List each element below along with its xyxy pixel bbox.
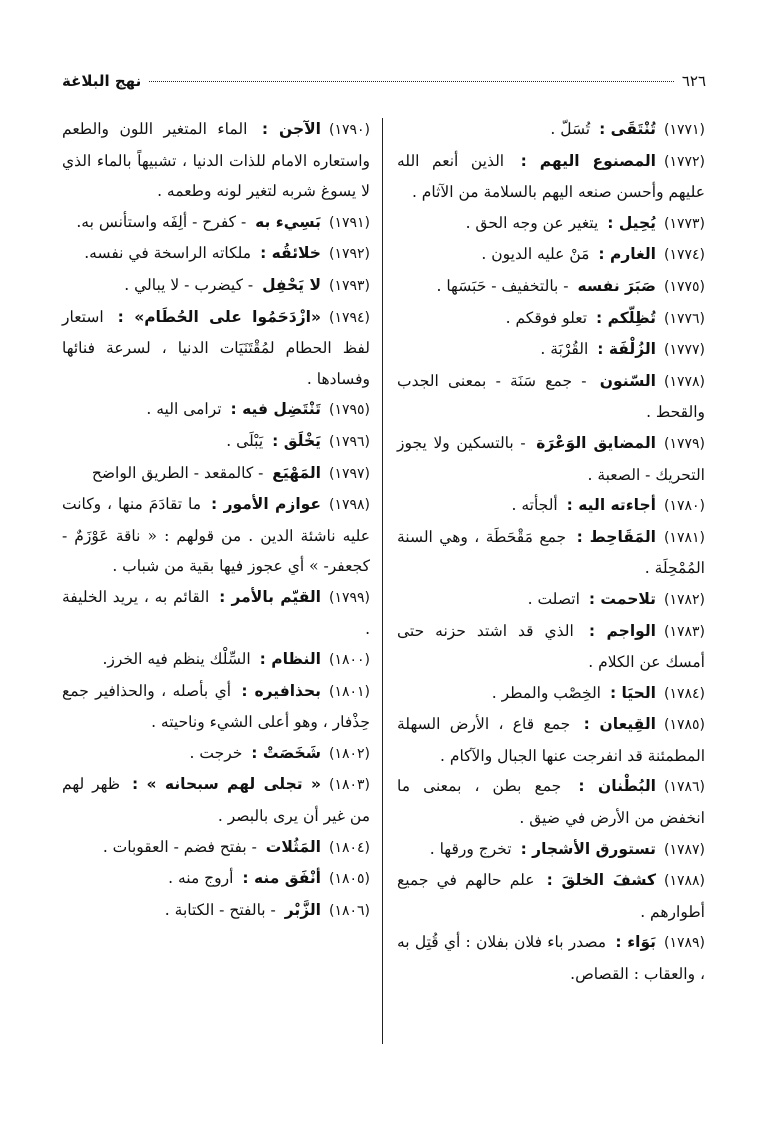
entry-number: (١٨٠٤) (328, 839, 370, 856)
entry-definition: ما تقادَمَ منها ، وكانت عليه ناشئة الدين . من قولهم : « ناقة عَوْزَمٌ - كجعفر- » أي عجوز فيها بقية من شباب . (62, 495, 370, 576)
glossary-entry (397, 522, 705, 584)
glossary-entry (62, 207, 370, 239)
entry-number: (١٧٧٤) (663, 247, 705, 264)
entry-headword: المَهْيَع (272, 463, 321, 482)
glossary-entry (62, 644, 370, 676)
glossary-entry (397, 334, 705, 366)
entry-headword: القيّم بالأمر : (219, 587, 321, 606)
glossary-entry (62, 489, 370, 582)
entry-definition: تُسَلّ . (550, 120, 591, 138)
entry-number: (١٧٩٠) (328, 122, 370, 138)
entry-definition: ملكاته الراسخة في نفسه. (84, 244, 252, 263)
entry-definition: الماء المتغير اللون والطعم واستعاره الامام للذات الدنيا ، تشبيهاً بالماء الذي لا يسوغ شربه لتغير لونه وطعمه . (62, 120, 370, 201)
entry-headword: بَسِيء به (255, 212, 321, 231)
glossary-entry (62, 114, 370, 207)
entry-definition: - كيضرب - لا يبالي . (124, 275, 254, 294)
entry-headword: بحذافيره : (241, 681, 321, 700)
glossary-entry (62, 270, 370, 302)
entry-number: (١٧٨٠) (663, 498, 705, 515)
entry-number: (١٧٨٩) (663, 935, 705, 952)
entry-definition: - كالمقعد - الطريق الواضح (91, 463, 264, 482)
entry-headword: تستورق الأشجار : (520, 839, 656, 858)
entry-definition: الذي قد اشتد حزنه حتى أمسك عن الكلام . (397, 621, 705, 672)
entry-number: (١٧٨٥) (663, 717, 705, 734)
glossary-entry (62, 302, 370, 395)
column-divider (382, 118, 383, 1044)
glossary-entry (397, 865, 705, 927)
entry-definition: الخِصْب والمطر . (491, 683, 601, 702)
entry-definition: خرجت . (189, 743, 243, 762)
glossary-entry (397, 208, 705, 240)
entry-headword: الحيَا : (609, 683, 656, 702)
glossary-entry (62, 832, 370, 864)
entry-headword: عوازم الأمور : (210, 495, 321, 514)
page-header (62, 68, 706, 94)
glossary-entry (397, 146, 705, 208)
entry-headword: بَوَاء : (615, 933, 656, 952)
entry-number: (١٧٩٣) (328, 277, 370, 294)
glossary-entry (62, 458, 370, 490)
entry-definition: - بالتخفيف - حَبَسَها . (436, 276, 569, 295)
entry-definition: - كفرح - ألِفَه واستأنس به. (76, 212, 247, 231)
entry-headword: يُحِيل : (607, 213, 656, 232)
entry-headword: تُنْتَقَى : (599, 120, 656, 138)
right-column (397, 114, 705, 990)
entry-definition: القائم به ، يريد الخليفة . (62, 587, 370, 638)
entry-headword: القِيعان : (583, 715, 656, 734)
entry-headword: الزُلْفَة : (597, 340, 656, 359)
entry-headword: خلائقُه : (260, 244, 321, 263)
entry-number: (١٧٩٢) (328, 246, 370, 263)
entry-definition: - بالفتح - الكتابة . (164, 900, 276, 919)
glossary-entry (397, 428, 705, 490)
entry-number: (١٧٩٦) (328, 433, 370, 450)
glossary-entry (62, 738, 370, 770)
entry-definition: اتصلت . (527, 589, 580, 608)
entry-number: (١٨٠١) (328, 683, 370, 700)
entry-definition: مَنْ عليه الديون . (481, 245, 590, 264)
glossary-entry (62, 769, 370, 831)
entry-definition: جمع بطن ، بمعنى ما انخفض من الأرض في ضيق . (397, 777, 705, 828)
header-dotted-rule (149, 80, 674, 82)
page-number: ٦٢٦ (681, 72, 706, 90)
entry-definition: ألجأته . (511, 496, 558, 515)
entry-number: (١٧٨٦) (663, 779, 705, 796)
glossary-entry (397, 114, 705, 146)
entry-number: (١٧٩٥) (328, 402, 370, 419)
entry-definition: تخرج ورقها . (429, 839, 512, 858)
glossary-entry (397, 303, 705, 335)
entry-number: (١٧٧٢) (663, 153, 705, 170)
entry-definition: أروج منه . (168, 869, 234, 888)
entry-number: (١٧٧٧) (663, 342, 705, 359)
entry-headword: المَقَاحِط : (576, 527, 656, 546)
entry-definition: ظهر لهم من غير أن يرى بالبصر . (62, 775, 370, 826)
glossary-entry (397, 366, 705, 428)
entry-number: (١٧٧٥) (663, 278, 705, 295)
entry-number: (١٧٨٢) (663, 591, 705, 608)
entry-headword: تُظِلّكم : (595, 308, 656, 327)
entry-number: (١٧٩١) (328, 214, 370, 231)
entry-headword: السّنون (599, 371, 656, 390)
entry-definition: - بفتح فضم - العقوبات . (102, 837, 257, 856)
entry-headword: كشفَ الخلقَ : (546, 871, 656, 890)
glossary-entry (62, 863, 370, 895)
glossary-entry (397, 239, 705, 271)
glossary-entry (397, 616, 705, 678)
glossary-entry (62, 582, 370, 644)
glossary-entry (397, 678, 705, 710)
entry-headword: الواجم : (588, 621, 656, 640)
entry-number: (١٧٨٧) (663, 841, 705, 858)
glossary-entry (397, 709, 705, 771)
left-column (62, 114, 370, 926)
entry-headword: الآجن : (261, 120, 321, 138)
glossary-entry (62, 238, 370, 270)
entry-headword: لا يَحْفِل (262, 275, 321, 294)
glossary-entry (62, 895, 370, 927)
entry-headword: البُطْنان : (578, 777, 656, 796)
entry-number: (١٧٩٤) (328, 309, 370, 326)
entry-definition: أي بأصله ، والحذافير جمع حِذْفار ، وهو أعلى الشيء وناحيته . (62, 681, 370, 732)
glossary-entry (62, 426, 370, 458)
entry-definition: السِّلْك ينظم فيه الخرز. (102, 650, 251, 669)
entry-definition: الذين أنعم الله عليهم وأحسن صنعه اليهم بالسلامة من الآثام . (397, 151, 705, 202)
entry-headword: أجاءته اليه : (566, 496, 656, 515)
entry-number: (١٨٠٣) (328, 777, 370, 794)
glossary-entry (397, 771, 705, 833)
entry-number: (١٧٨٣) (664, 623, 706, 640)
entry-headword: الغارم : (598, 245, 656, 264)
entry-definition: علم حالهم في جميع أطوارهم . (397, 871, 705, 921)
glossary-entry (397, 584, 705, 616)
entry-headword: صَبَرَ نفسه (577, 276, 656, 295)
entry-number: (١٧٧٦) (663, 310, 705, 327)
entry-number: (١٧٧١) (663, 122, 705, 138)
entry-definition: - بالتسكين ولا يجوز التحريك - الصعبة . (397, 433, 705, 484)
entry-number: (١٧٩٧) (328, 465, 370, 482)
entry-number: (١٧٨١) (663, 529, 705, 546)
entry-number: (١٨٠٦) (328, 902, 370, 919)
entry-headword: تلاحمت : (588, 589, 656, 608)
entry-definition: جمع قاع ، الأرض السهلة المطمئنة قد انفرجت عنها الجبال والآكام . (397, 715, 705, 765)
entry-headword: « تجلى لهم سبحانه » : (132, 775, 321, 794)
glossary-entry (62, 394, 370, 426)
entry-definition: تعلو فوقكم . (505, 308, 588, 327)
entry-definition: القُرْبَة . (540, 340, 589, 359)
entry-definition: يتغير عن وجه الحق . (465, 213, 599, 232)
entry-headword: تَنْتَضِل فيه : (230, 400, 321, 419)
entry-headword: يَخْلَق : (272, 431, 321, 450)
entry-headword: أنْفَق منه : (242, 869, 321, 888)
entry-definition: ترامى اليه . (146, 400, 222, 419)
entry-definition: يَبْلَى . (226, 431, 264, 450)
entry-number: (١٧٩٨) (328, 497, 370, 514)
entry-headword: المَثُلات (265, 837, 321, 856)
entry-headword: المضايق الوَعْرَة (536, 433, 656, 452)
entry-number: (١٧٧٣) (663, 215, 705, 232)
glossary-entry (62, 676, 370, 738)
entry-number: (١٨٠٢) (328, 745, 370, 762)
entry-headword: شَخَصَتْ : (251, 743, 321, 762)
entry-headword: النظام : (259, 650, 321, 669)
entry-definition: جمع مَقْحَطَة ، وهي السنة المُمْحِلَة . (397, 527, 705, 578)
entry-definition: استعار لفظ الحطام لمُقْتَنَيَات الدنيا ، لسرعة فنائها وفسادها . (62, 307, 370, 388)
entry-headword: المصنوع اليهم : (520, 151, 656, 170)
entry-number: (١٨٠٥) (328, 871, 370, 888)
entry-definition: مصدر باء فلان بفلان : أي قُتِل به ، والعقاب : القصاص. (397, 933, 705, 984)
entry-number: (١٧٨٤) (663, 685, 705, 702)
glossary-entry (397, 490, 705, 522)
entry-number: (١٧٧٩) (663, 435, 705, 452)
glossary-entry (397, 927, 705, 989)
entry-headword: «ازْدَحَمُوا على الحُطَام» : (117, 307, 321, 326)
glossary-entry (397, 834, 705, 866)
entry-headword: الزَّبْر (284, 900, 321, 919)
book-title: نهج البلاغة (62, 72, 142, 90)
entry-definition: - جمع سَنَة - بمعنى الجدب والقحط . (397, 371, 705, 422)
entry-number: (١٧٨٨) (663, 873, 705, 890)
entry-number: (١٧٩٩) (329, 589, 371, 606)
entry-number: (١٨٠٠) (328, 652, 370, 669)
entry-number: (١٧٧٨) (663, 373, 705, 390)
glossary-entry (397, 271, 705, 303)
